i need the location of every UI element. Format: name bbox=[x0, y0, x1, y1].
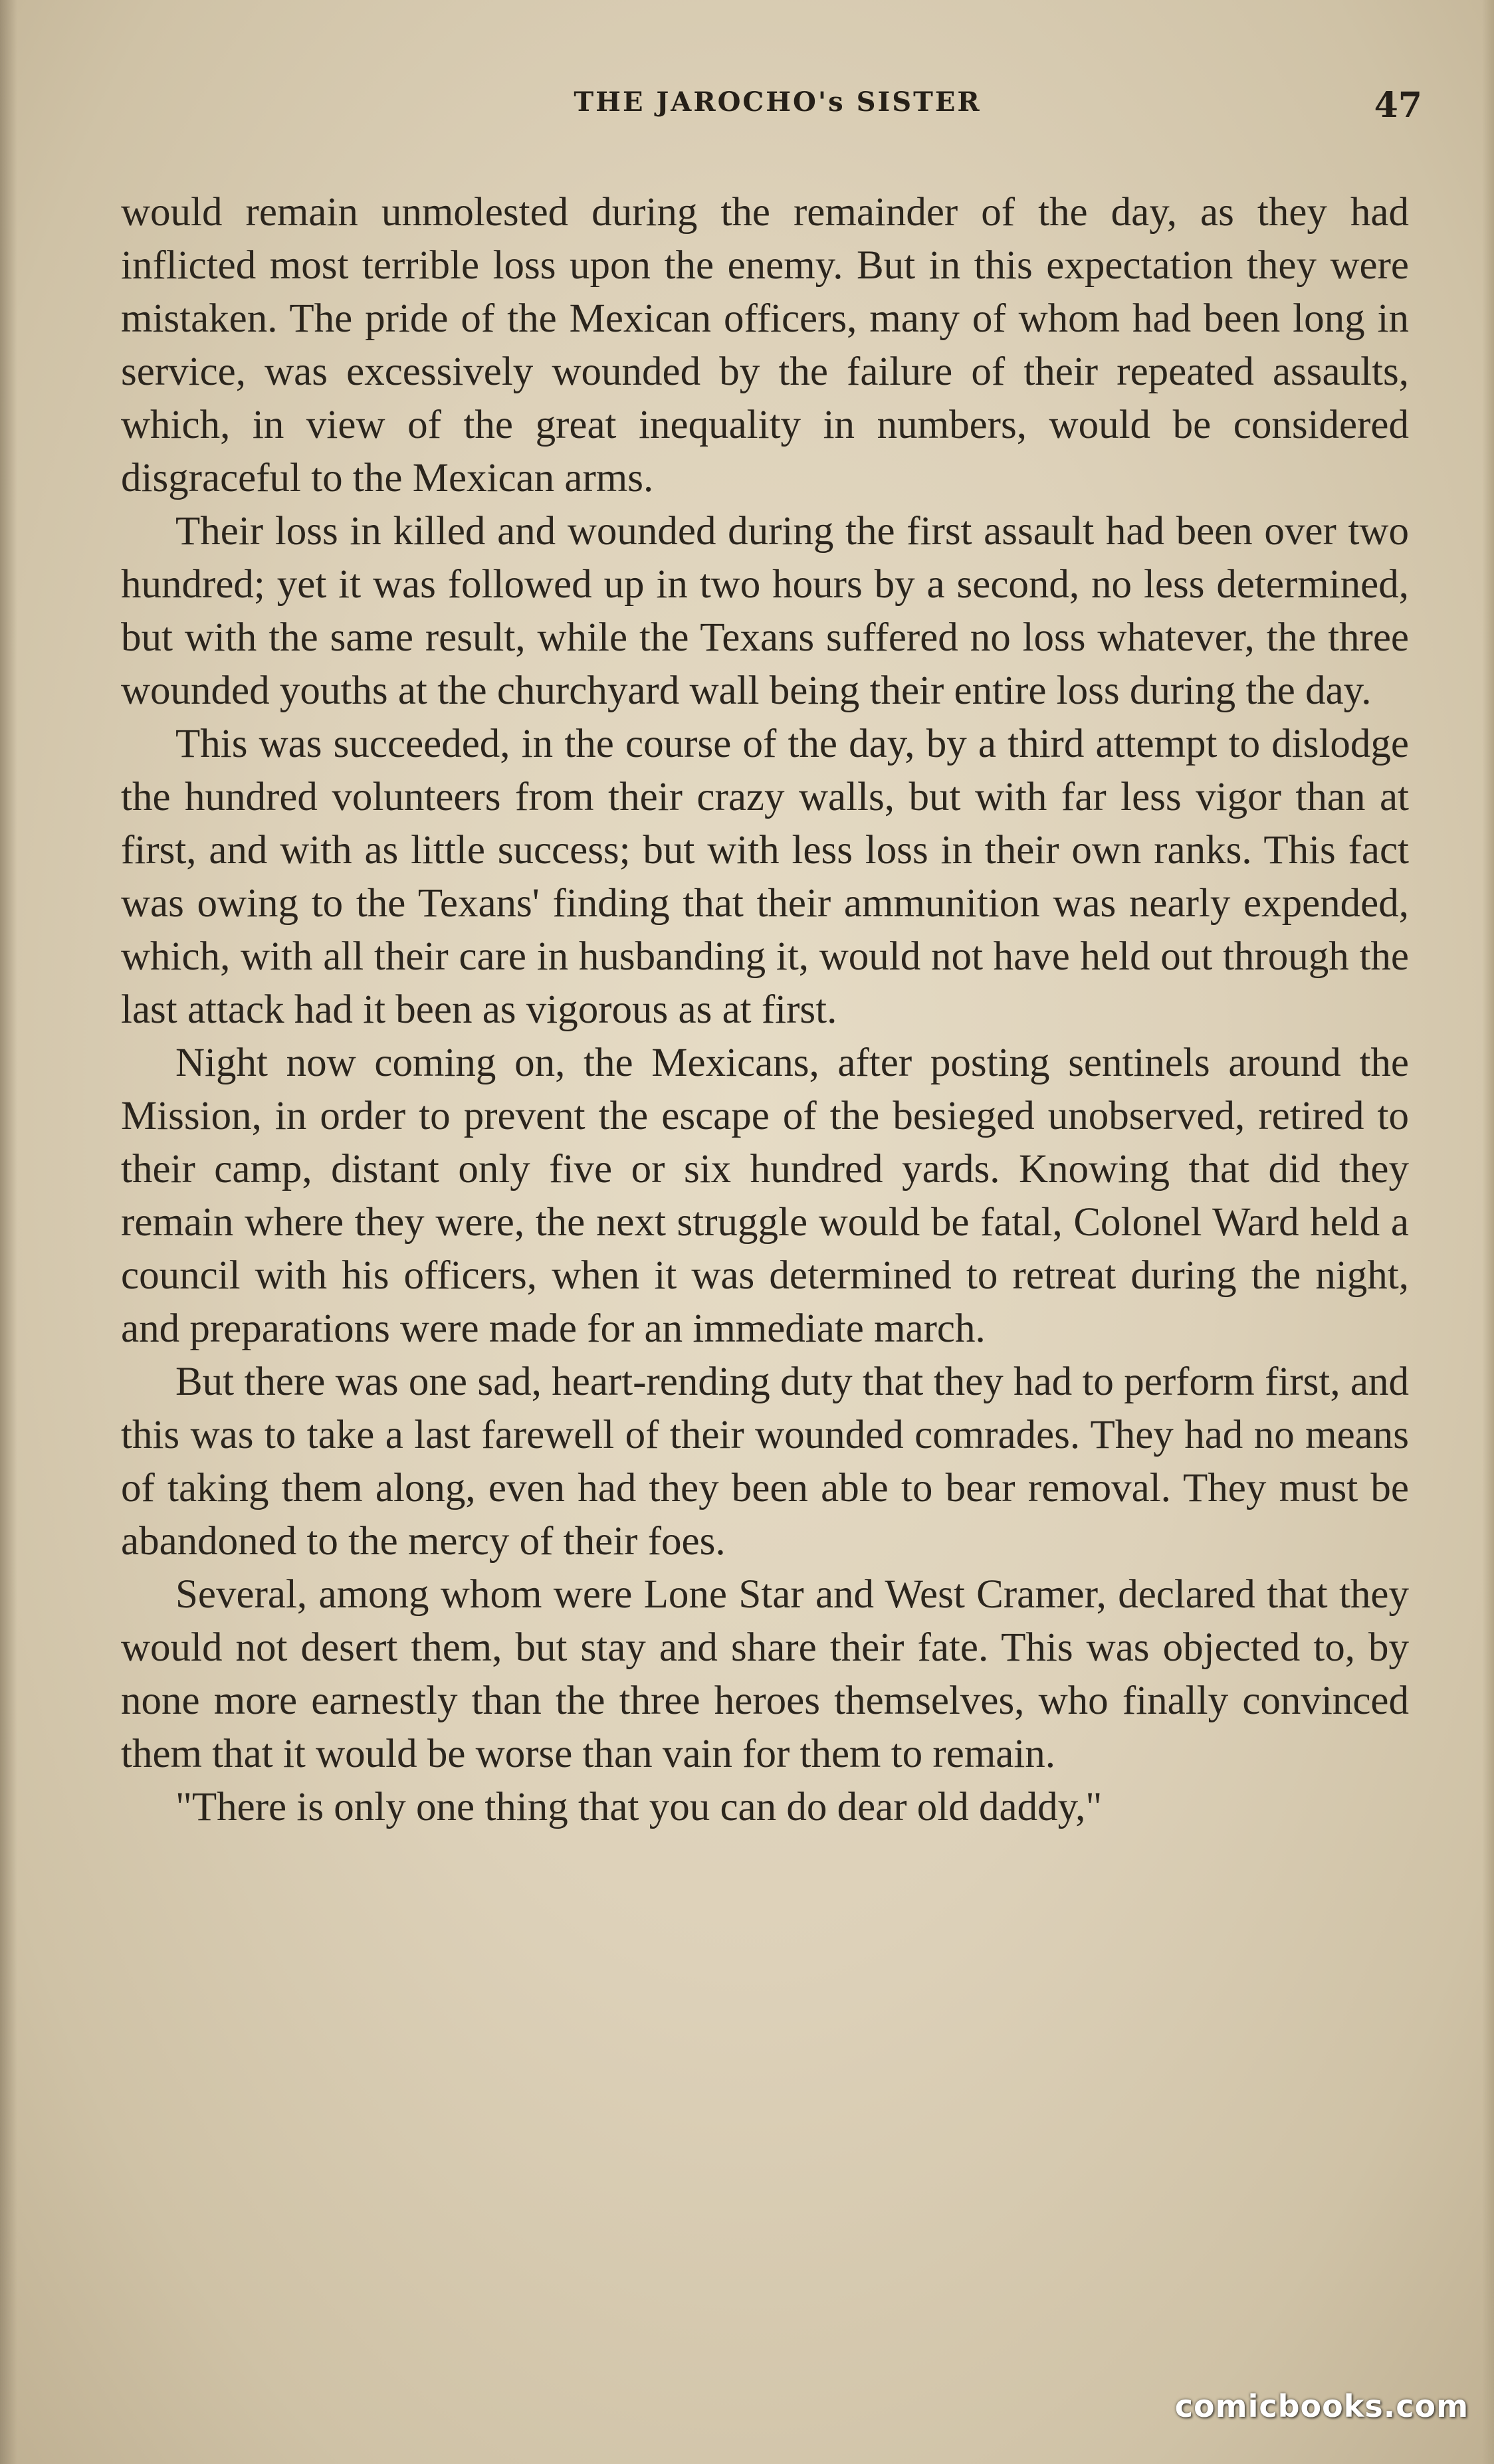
paragraph-2: Their loss in killed and wounded during the first assault had been over two hundred; yet it was followed up in two hours by a second, no less determined, but with the same result, while the Texans suffered no loss whatever, the three wounded youths at the churchyard wall being their entire loss during the day. bbox=[121, 509, 1409, 713]
paragraph-7: "There is only one thing that you can do dear old daddy," bbox=[175, 1785, 1103, 1829]
paragraph-3: This was succeeded, in the course of the day, by a third attempt to dislodge the hundred volunteers from their crazy walls, but with far less vigor than at first, and with as little success; but with less loss in their own ranks. This fact was owing to the Texans' finding that their ammunition was nearly expended, which, with all their care in husbanding it, would not have held out through the last attack had it been as vigorous as at first. bbox=[121, 722, 1409, 1032]
paragraph-6: Several, among whom were Lone Star and West Cramer, declared that they would not desert them, but stay and share their fate. This was objected to, by none more earnestly than the three heroes themselves, who finally convinced them that it would be worse than vain for them to remain. bbox=[121, 1572, 1409, 1776]
paragraph-4: Night now coming on, the Mexicans, after posting sentinels around the Mission, in order to prevent the escape of the besieged unobserved, retired to their camp, distant only five or six hundred yards. Knowing that did they remain where they were, the next struggle would be fatal, Colonel Ward held a council with his officers, when it was determined to retreat during the night, and preparations were made for an immediate march. bbox=[121, 1041, 1409, 1351]
paragraph-5: But there was one sad, heart-rending duty that they had to perform first, and this was to take a last farewell of their wounded comrades. They had no means of taking them along, even had they been able to bear removal. They must be abandoned to the mercy of their foes. bbox=[121, 1360, 1409, 1564]
paragraph-1: would remain unmolested during the remainder of the day, as they had inflicted most terrible loss upon the enemy. But in this expectation they were mistaken. The pride of the Mexican officers, many of whom had been long in service, was excessively wounded by the failure of their repeated assaults, which, in view of the great inequality in numbers, would be considered disgraceful to the Mexican arms. bbox=[121, 190, 1409, 500]
body-text bbox=[121, 186, 1409, 1834]
running-title: THE JAROCHO's SISTER bbox=[574, 86, 982, 118]
watermark: comicbooks.com bbox=[1174, 2388, 1469, 2424]
page-number: 47 bbox=[1374, 85, 1422, 126]
